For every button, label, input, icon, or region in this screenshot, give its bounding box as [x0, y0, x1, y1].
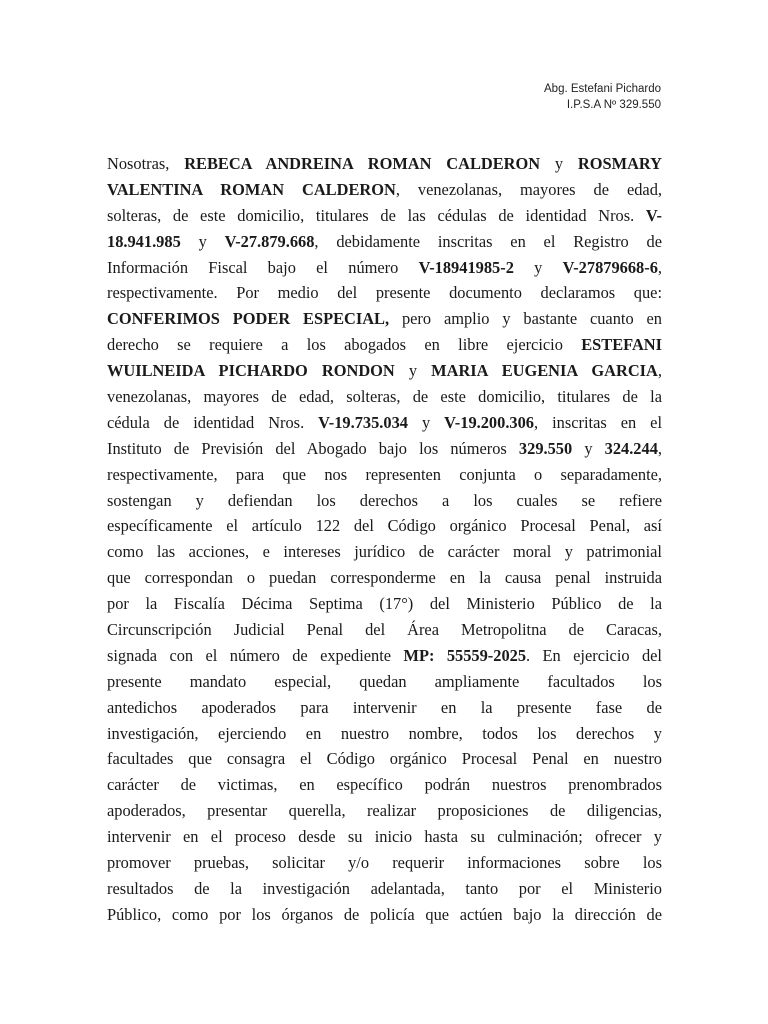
- paragraph-line: [107, 824, 662, 850]
- text-run: solteras, de este domicilio, titulares de las cédulas de identidad Nros.: [107, 205, 646, 225]
- text-run: signada con el número de expediente: [107, 645, 404, 665]
- text-run: , venezolanas, mayores de edad,: [395, 179, 662, 199]
- bold-text: CONFERIMOS PODER ESPECIAL,: [107, 309, 390, 329]
- paragraph-line: [107, 436, 662, 462]
- text-run: derecho se requiere a los abogados en libre ejercicio: [107, 335, 582, 355]
- paragraph-line: [107, 746, 662, 772]
- paragraph-line: [107, 462, 662, 488]
- paragraph-line: [107, 280, 662, 306]
- paragraph-line: [107, 332, 662, 358]
- text-run: específicamente el artículo 122 del Código orgánico Procesal Penal, así: [107, 516, 662, 536]
- text-run: pero amplio y bastante cuanto en: [389, 309, 662, 329]
- text-run: venezolanas, mayores de edad, solteras, de este domicilio, titulares de la: [107, 387, 662, 407]
- paragraph-line: [107, 850, 662, 876]
- bold-text: 18.941.985: [107, 231, 181, 251]
- bold-text: V-19.735.034: [318, 412, 408, 432]
- text-run: y: [180, 231, 225, 251]
- bold-text: ESTEFANI: [581, 335, 662, 355]
- paragraph-line: [107, 255, 662, 281]
- text-run: y: [408, 412, 445, 432]
- text-run: carácter de victimas, en específico podrán nuestros prenombrados: [107, 775, 662, 795]
- text-run: investigación, ejerciendo en nuestro nombre, todos los derechos y: [107, 723, 662, 743]
- text-run: Instituto de Previsión del Abogado bajo los números: [107, 438, 519, 458]
- text-run: que correspondan o puedan corresponderme en la causa penal instruida: [107, 568, 662, 588]
- text-run: ,: [657, 438, 662, 458]
- text-run: y: [513, 257, 563, 277]
- text-run: y: [540, 154, 578, 173]
- bold-text: WUILNEIDA PICHARDO RONDON: [107, 361, 395, 381]
- text-run: Circunscripción Judicial Penal del Área Metropolitna de Caracas,: [107, 620, 662, 640]
- bold-text: 324.244: [604, 438, 658, 458]
- paragraph-line: [107, 876, 662, 902]
- text-run: antedichos apoderados para intervenir en la presente fase de: [107, 697, 662, 717]
- text-run: . En ejercicio del: [526, 645, 662, 665]
- bold-text: REBECA ANDREINA ROMAN CALDERON: [184, 154, 541, 173]
- paragraph-line: [107, 229, 662, 255]
- letterhead: [544, 81, 661, 113]
- paragraph-line: [107, 539, 662, 565]
- paragraph-line: [107, 669, 662, 695]
- document-body: [107, 151, 662, 928]
- text-run: , inscritas en el: [534, 412, 662, 432]
- text-run: promover pruebas, solicitar y/o requerir informaciones sobre los: [107, 853, 662, 873]
- text-run: cédula de identidad Nros.: [107, 412, 319, 432]
- text-run: Público, como por los órganos de policía que actúen bajo la dirección de: [107, 904, 662, 924]
- text-run: respectivamente. Por medio del presente documento declaramos que:: [107, 283, 662, 303]
- text-run: ,: [657, 361, 662, 381]
- paragraph-line: [107, 306, 662, 332]
- paragraph-line: [107, 695, 662, 721]
- bold-text: V-27879668-6: [562, 257, 658, 277]
- bold-text: MP: 55559-2025: [403, 645, 527, 665]
- text-run: como las acciones, e intereses jurídico de carácter moral y patrimonial: [107, 542, 662, 562]
- attorney-name: Abg. Estefani Pichardo: [544, 83, 661, 95]
- bold-text: V-: [645, 205, 662, 225]
- bold-text: VALENTINA ROMAN CALDERON: [107, 179, 396, 199]
- paragraph-line: [107, 151, 662, 177]
- text-run: intervenir en el proceso desde su inicio hasta su culminación; ofrecer y: [107, 827, 662, 847]
- text-run: , debidamente inscritas en el Registro de: [314, 231, 662, 251]
- paragraph-line: [107, 721, 662, 747]
- paragraph-line: [107, 902, 662, 928]
- paragraph-line: [107, 488, 662, 514]
- paragraph-line: [107, 203, 662, 229]
- paragraph-line: [107, 617, 662, 643]
- ipsa-number: I.P.S.A Nº 329.550: [566, 99, 661, 111]
- text-run: sostengan y defiendan los derechos a los cuales se refiere: [107, 490, 662, 510]
- text-run: apoderados, presentar querella, realizar proposiciones de diligencias,: [107, 801, 662, 821]
- text-run: ,: [657, 257, 662, 277]
- paragraph-line: [107, 565, 662, 591]
- paragraph-line: [107, 410, 662, 436]
- paragraph-line: [107, 772, 662, 798]
- text-run: por la Fiscalía Décima Septima (17°) del Ministerio Público de la: [107, 594, 662, 614]
- bold-text: MARIA EUGENIA GARCIA: [431, 361, 658, 381]
- bold-text: V-18941985-2: [418, 257, 514, 277]
- paragraph-line: [107, 358, 662, 384]
- bold-text: V-19.200.306: [444, 412, 535, 432]
- text-run: y: [394, 361, 432, 381]
- paragraph-line: [107, 798, 662, 824]
- text-run: Información Fiscal bajo el número: [107, 257, 419, 277]
- text-run: Nosotras,: [107, 154, 185, 173]
- text-run: presente mandato especial, quedan ampliamente facultados los: [107, 671, 662, 691]
- text-run: y: [572, 438, 605, 458]
- text-run: respectivamente, para que nos representen conjunta o separadamente,: [107, 464, 662, 484]
- bold-text: 329.550: [518, 438, 573, 458]
- text-run: facultades que consagra el Código orgánico Procesal Penal en nuestro: [107, 749, 662, 769]
- bold-text: V-27.879.668: [224, 231, 315, 251]
- paragraph-line: [107, 513, 662, 539]
- paragraph-line: [107, 591, 662, 617]
- paragraph-line: [107, 643, 662, 669]
- paragraph-line: [107, 177, 662, 203]
- text-run: resultados de la investigación adelantada, tanto por el Ministerio: [107, 878, 662, 898]
- bold-text: ROSMARY: [577, 154, 662, 173]
- paragraph-line: [107, 384, 662, 410]
